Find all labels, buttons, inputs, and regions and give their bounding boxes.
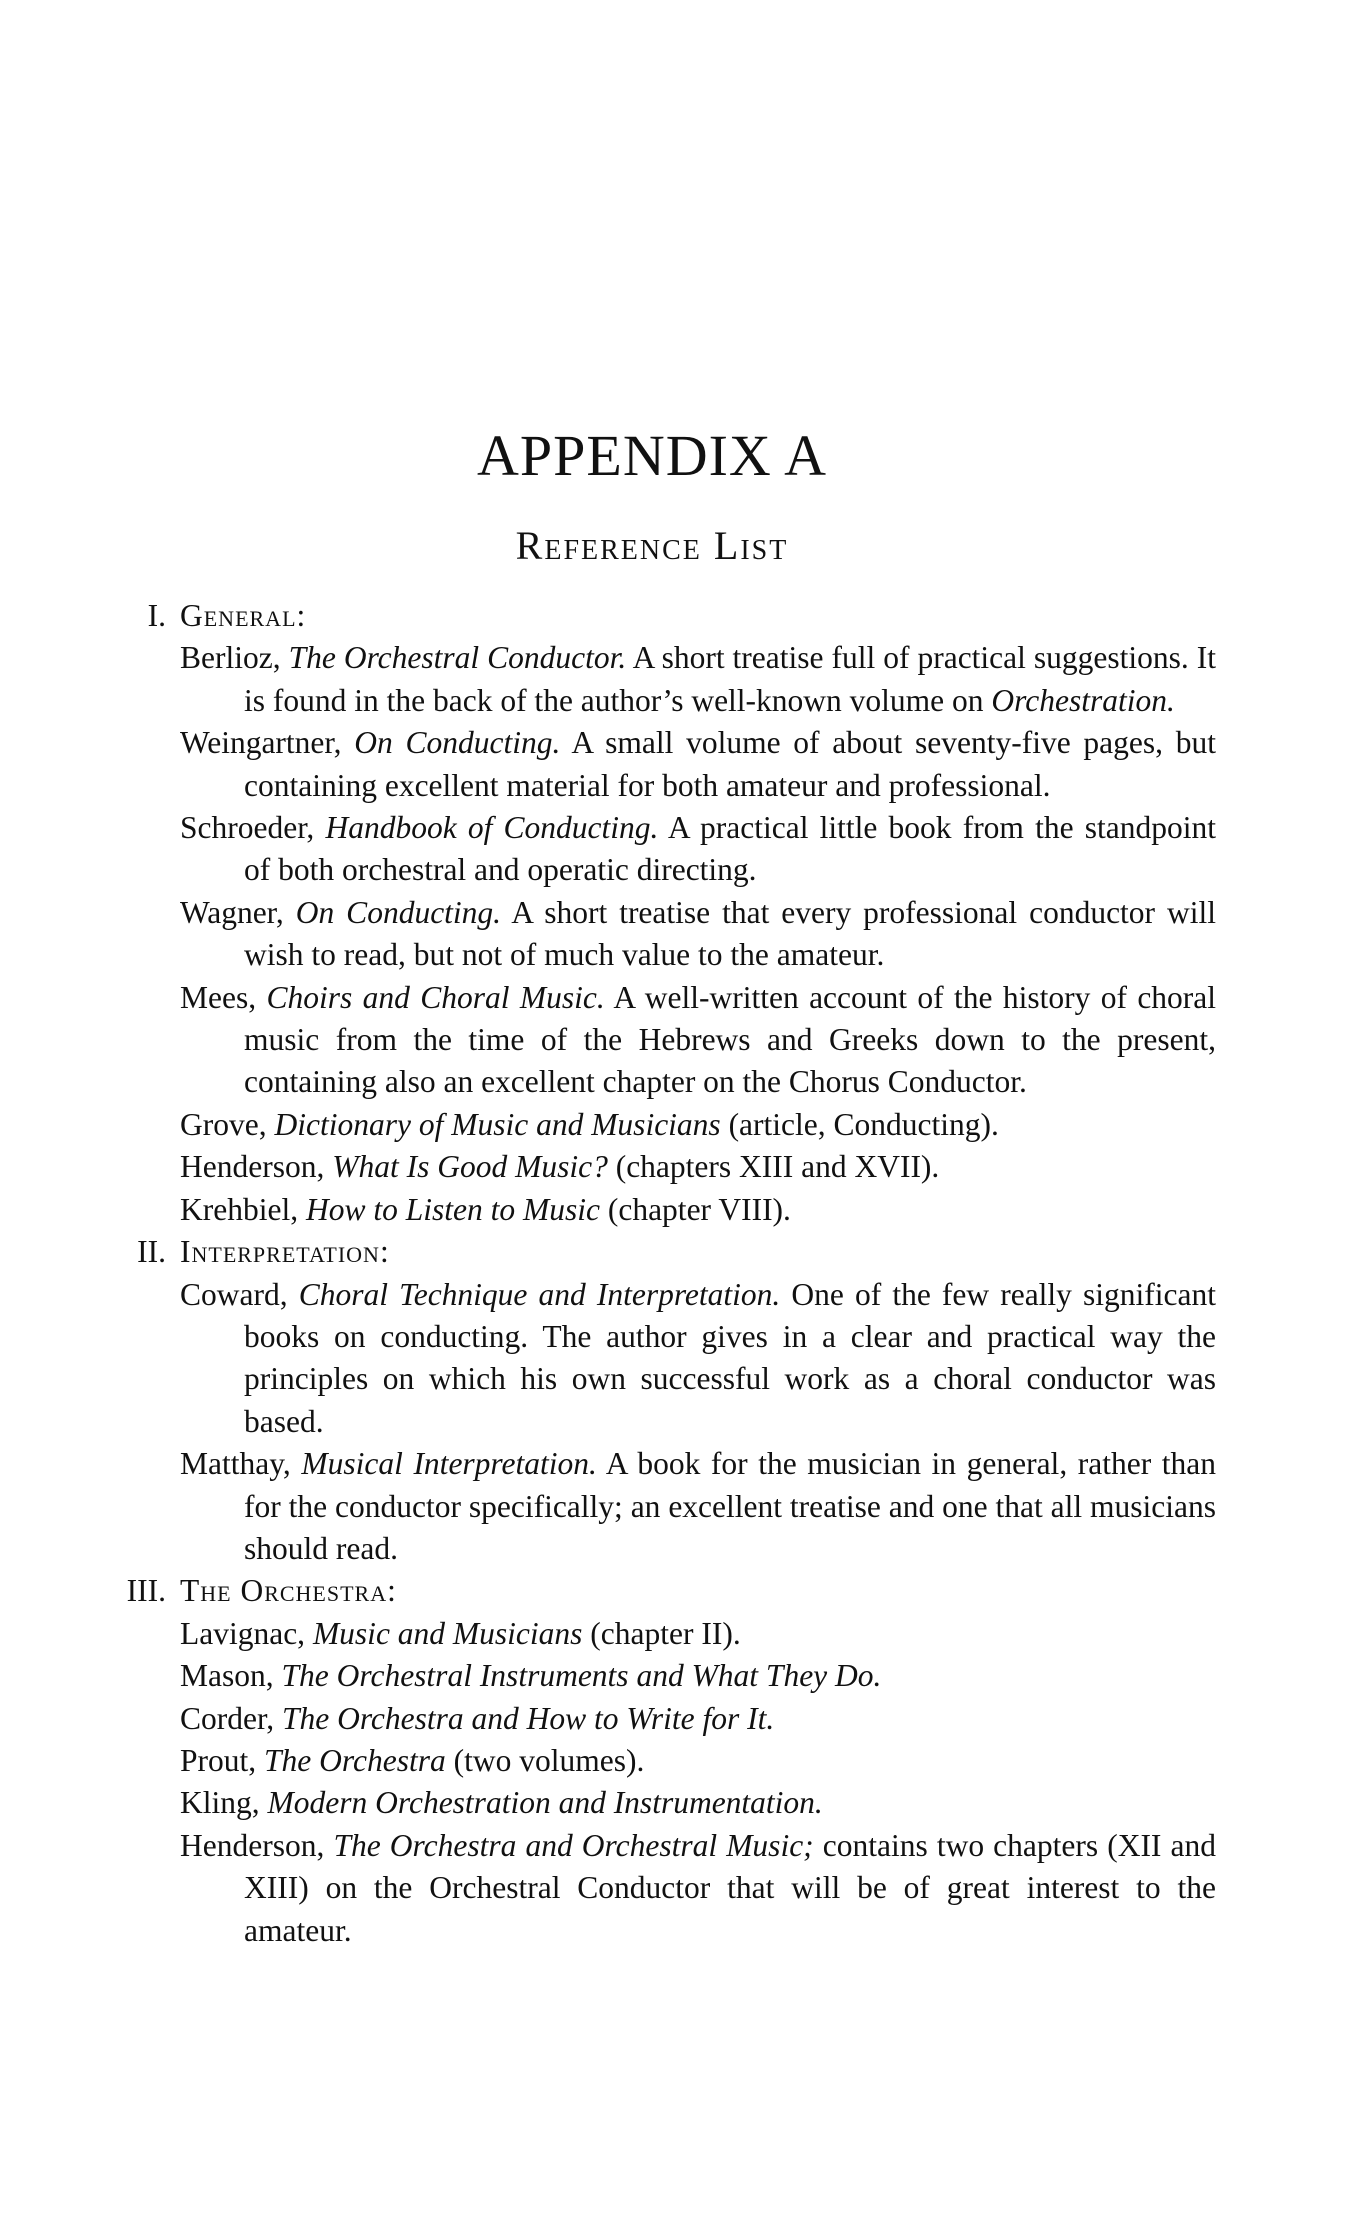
reference-section [147,595,1217,1231]
entry-title: The Orchestra and How to Write for It. [281,1700,775,1736]
entry-description: A well-written account of the history of choral music from the time of the Hebrews and Greeks down to the present, containing also an excellent chapter on the Chorus Conductor. [244,979,1217,1100]
entry-description: A small volume of about seventy-five pages, but containing excellent material for both amateur and professional. [244,725,1217,803]
section-heading: Interpretation: [180,1234,390,1270]
reference-entry [180,637,1216,722]
section-header [147,595,1216,637]
entry-author: Krehbiel, [180,1191,299,1227]
section-numeral: I. [147,598,166,633]
entry-description: A short treatise that every professional conductor will wish to read, but not of much value to the amateur. [244,894,1216,973]
reference-entry [180,1613,1216,1655]
section-header [126,1570,1216,1612]
entry-author: Wagner, [180,894,284,930]
section-header [137,1231,1216,1273]
entry-author: Henderson, [180,1149,325,1185]
entry-author: Corder, [180,1700,275,1736]
reference-entry [180,892,1216,977]
reference-section [137,1231,1217,1570]
entry-author: Kling, [180,1785,260,1821]
entry-description: (chapter VIII). [607,1191,791,1227]
entry-title: Choirs and Choral Music. [266,979,605,1015]
section-numeral: III. [126,1573,166,1609]
section-heading: General: [180,598,307,633]
entry-title: Dictionary of Music and Musicians [274,1106,721,1142]
entry-title: Musical Interpretation. [301,1446,597,1482]
reference-list [126,595,1217,1952]
entry-author: Grove, [180,1106,267,1142]
reference-entry [180,1782,1216,1824]
reference-entry [180,722,1216,807]
reference-list-subtitle: Reference List [515,523,789,568]
entry-title: On Conducting. [354,725,561,761]
entry-description: (chapters XIII and XVII). [615,1149,940,1185]
entry-author: Coward, [180,1276,288,1312]
entry-description: A book for the musician in general, rather than for the conductor specifically; an excellent treatise and one that all musicians should read. [244,1446,1217,1566]
reference-entry [180,807,1216,892]
entry-title: How to Listen to Music [305,1191,600,1227]
entry-author: Lavignac, [180,1615,306,1651]
entry-title: Music and Musicians [312,1615,583,1651]
reference-entry [180,1655,1216,1697]
entry-title-secondary: Orchestration. [991,682,1175,718]
entry-author: Prout, [180,1742,257,1778]
entry-title: The Orchestral Conductor. [288,640,627,676]
section-heading: The Orchestra: [180,1573,397,1609]
reference-entry [180,1274,1216,1444]
entry-title: Choral Technique and Interpretation. [298,1276,781,1312]
entry-description: One of the few really significant books on conducting. The author gives in a clear and practical way the principles on which his own successful work as a choral conductor was based. [244,1276,1217,1439]
reference-section [126,1570,1216,1952]
entry-description: A short treatise full of practical suggestions. It is found in the back of the author’s well-known volume on [244,640,1216,718]
reference-entry [180,1146,1216,1188]
entry-description: (article, Conducting). [728,1106,999,1142]
entry-description: contains two chapters (XII and XIII) on the Orchestral Conductor that will be of great interest to the amateur. [244,1827,1216,1948]
entry-title: The Orchestral Instruments and What They Do. [281,1658,882,1694]
reference-entry [180,1443,1216,1570]
entry-title: The Orchestra and Orchestral Music; [333,1827,814,1863]
entry-author: Weingartner, [180,725,342,761]
reference-entry [180,1698,1216,1740]
entry-title: Modern Orchestration and Instrumentation. [267,1785,823,1821]
entry-title: What Is Good Music? [332,1149,608,1185]
entry-author: Mason, [180,1658,274,1694]
entry-title: Handbook of Conducting. [325,810,659,846]
entry-description: (chapter II). [590,1615,741,1651]
reference-entry [180,1825,1216,1952]
reference-entry [180,1740,1216,1782]
entry-title: The Orchestra [264,1742,446,1778]
entry-author: Mees, [180,979,257,1015]
entry-author: Schroeder, [180,810,315,846]
reference-entry [180,1104,1216,1146]
entry-title: On Conducting. [295,894,502,930]
reference-entry [180,1189,1216,1231]
entry-description: A practical little book from the standpoint of both orchestral and operatic directing. [244,810,1216,888]
entry-description: (two volumes). [453,1742,645,1778]
entry-author: Henderson, [180,1827,325,1863]
section-numeral: II. [137,1234,166,1270]
appendix-title: APPENDIX A [477,423,827,488]
reference-entry [180,977,1216,1104]
entry-author: Matthay, [180,1446,291,1482]
entry-author: Berlioz, [180,640,281,676]
